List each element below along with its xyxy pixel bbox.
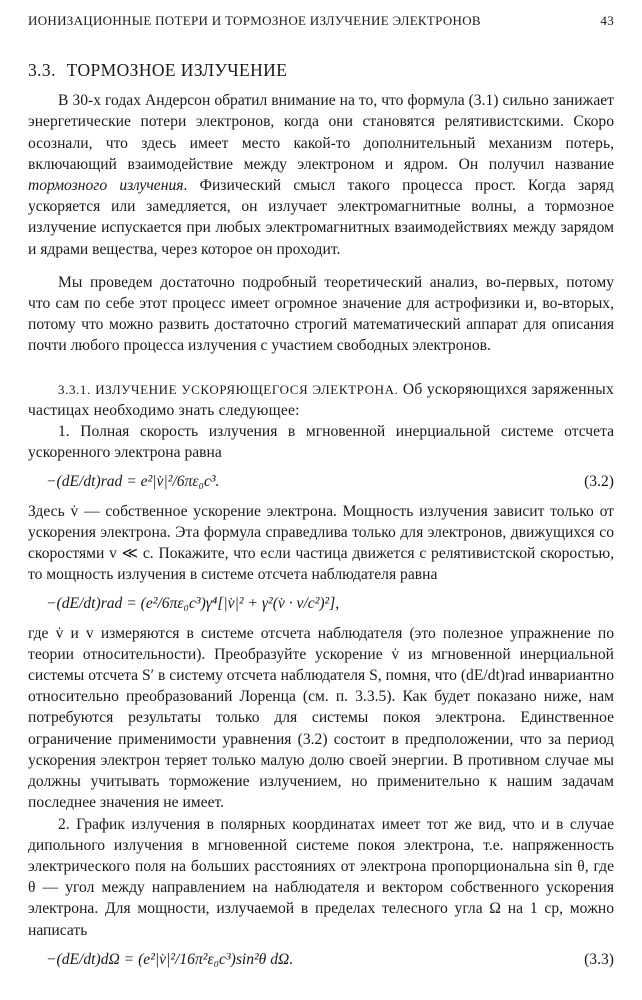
- subsection-number: 3.3.1.: [58, 381, 91, 397]
- section-heading: [28, 60, 614, 81]
- intro-p1-end: . Физический смысл такого процесса прост. Когда заряд ускоряется или замедляется, он излучает электромагнитные волны, а тормозное излучение испускается при любых электромагнитных взаимодействиях между зарядом и ядрами вещества, через которое он проходит.: [28, 177, 614, 258]
- equation-3-3: [28, 949, 614, 970]
- running-title: ИОНИЗАЦИОННЫЕ ПОТЕРИ И ТОРМОЗНОЕ ИЗЛУЧЕНИЕ ЭЛЕКТРОНОВ: [28, 13, 481, 28]
- page-number: 43: [600, 13, 614, 28]
- equation-3-2-number: (3.2): [584, 473, 614, 491]
- running-header: [28, 10, 614, 32]
- item-2: 2. График излучения в полярных координатах имеет тот же вид, что и в случае дипольного излучения в мгновенной системе покоя электрона, т.е. напряженность электрического поля на больших расстояниях от электрона пропорциональна sin θ, где θ — угол между направлением на наблюдателя и вектором собственного ускорения электрона. Для мощности, излучаемой в пределах телесного угла Ω на 1 ср, можно написать: [28, 815, 614, 939]
- equation-relativistic-formula: −(dE/dt)rad = (e²/6πε₀c³)γ⁴[|v̇|² + γ²(v̇ · v/c²)²],: [46, 595, 340, 613]
- intro-paragraph-1: [28, 90, 614, 260]
- paragraph-after-relativistic-eq: где v̇ и v измеряются в системе отсчета наблюдателя (это полезное упражнение по теории относительности). Преобразуйте ускорение v̇ из мгновенной инерциальной системы отсчета S′ в систему отсчета наблюдателя S, помня, что (dE/dt)rad инвариантно относительно преобразований Лоренца (см. п. 3.3.5). Как будет показано ниже, нам потребуются результаты только для системы покоя электрона. Единственное ограничение применимости уравнения (3.2) состоит в предположении, что за период ускорения электрон теряет только малую долю своей энергии. В противном случае мы должны учитывать торможение излучением, но применительно к нашим задачам последнее значения не имеет.: [28, 624, 614, 812]
- intro-paragraph-2: Мы проведем достаточно подробный теоретический анализ, во-первых, потому что сам по себе этот процесс имеет огромное значение для астрофизики и, во-вторых, потому что можно развить достаточно строгий математический аппарат для описания почти любого процесса излучения с участием свободных электронов.: [28, 273, 614, 355]
- subsection-lead: Об ускоряющихся заряженных частицах необходимо знать следующее:: [28, 380, 614, 419]
- item-1: 1. Полная скорость излучения в мгновенной инерциальной системе отсчета ускоренного электрона равна: [28, 423, 614, 462]
- subsection-paragraph: [28, 379, 614, 421]
- intro-p1-start: В 30-х годах Андерсон обратил внимание на то, что формула (3.1) сильно занижает энергетические потери электронов, когда они становятся релятивистскими. Скоро осознали, что здесь имеет место какой-то дополнительный механизм потерь, включающий взаимодействие между электроном и ядром. Он получил название: [28, 92, 614, 173]
- subsection-title: ИЗЛУЧЕНИЕ УСКОРЯЮЩЕГОСЯ ЭЛЕКТРОНА.: [95, 381, 399, 397]
- intro-p1-term: тормозного излучения: [28, 177, 184, 195]
- equation-3-3-number: (3.3): [584, 950, 614, 968]
- equation-relativistic: [28, 593, 614, 614]
- paragraph-after-eq-3-2: Здесь v̇ — собственное ускорение электрона. Мощность излучения зависит только от ускорения электрона. Эта формула справедлива только для электронов, движущихся со скоростями v ≪ c. Покажите, что если частица движется с релятивистской скоростью, то мощность излучения в системе отсчета наблюдателя равна: [28, 502, 614, 584]
- section-number: 3.3.: [28, 60, 56, 80]
- equation-3-3-formula: −(dE/dt)dΩ = (e²|v̇|²/16π²ε₀c³)sin²θ dΩ.: [46, 950, 294, 968]
- section-title: ТОРМОЗНОЕ ИЗЛУЧЕНИЕ: [66, 60, 288, 80]
- equation-3-2: [28, 471, 614, 492]
- equation-3-2-formula: −(dE/dt)rad = e²|v̇|²/6πε₀c³.: [46, 473, 220, 491]
